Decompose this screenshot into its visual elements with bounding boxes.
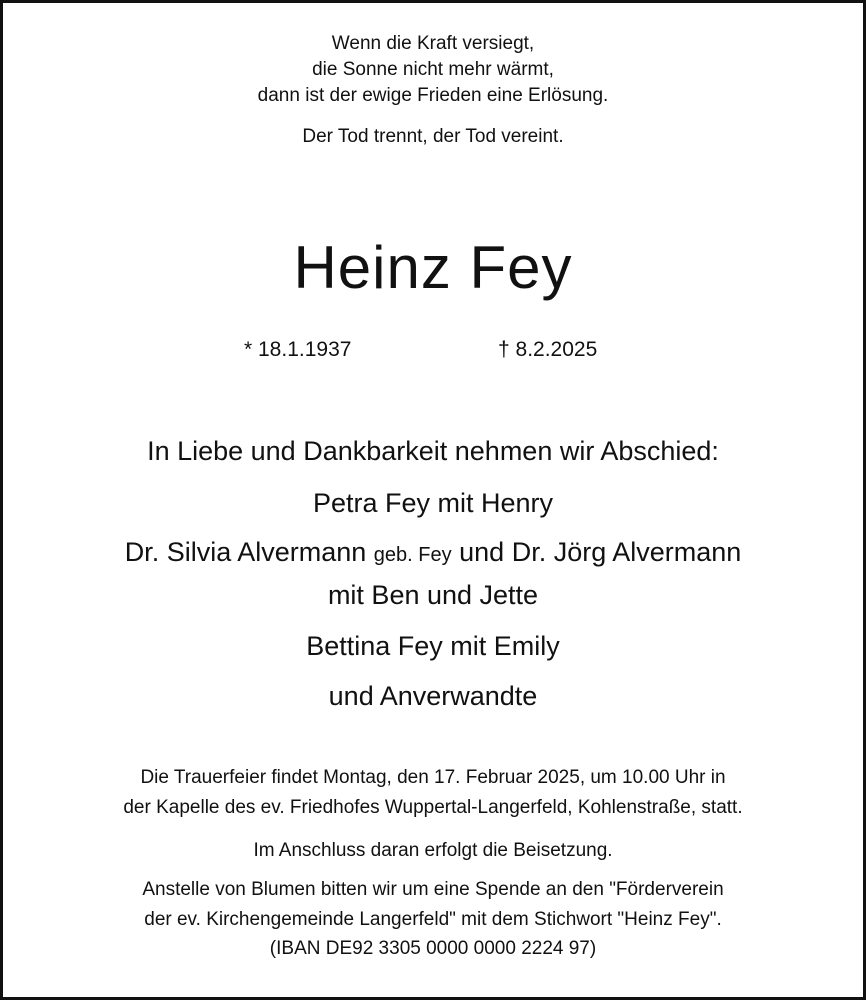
mourner-line: mit Ben und Jette (327, 580, 539, 610)
mourner-name: und Dr. Jörg Alvermann (459, 537, 742, 567)
donation-info: Anstelle von Blumen bitten wir um eine Spende an den "Förderverein (142, 879, 724, 900)
mourner-line: und Anverwandte (328, 681, 538, 711)
mourner-line (0, 537, 866, 568)
poem-line: Wenn die Kraft versiegt, (331, 33, 535, 54)
maiden-name: geb. Fey (373, 544, 452, 566)
death-date: † 8.2.2025 (498, 338, 598, 361)
mourners-intro: In Liebe und Dankbarkeit nehmen wir Abschied: (147, 436, 719, 466)
donation-info: der ev. Kirchengemeinde Langerfeld" mit dem Stichwort "Heinz Fey". (144, 909, 722, 930)
poem-closing: Der Tod trennt, der Tod vereint. (302, 126, 564, 147)
iban: (IBAN DE92 3305 0000 0000 2224 97) (269, 938, 597, 959)
poem-line: die Sonne nicht mehr wärmt, (312, 59, 554, 80)
birth-date: * 18.1.1937 (244, 338, 352, 361)
deceased-name: Heinz Fey (293, 234, 573, 301)
mourner-name: Dr. Silvia Alvermann (124, 537, 367, 567)
mourner-line: Bettina Fey mit Emily (306, 631, 560, 661)
mourner-line: Petra Fey mit Henry (312, 488, 554, 518)
poem-line: dann ist der ewige Frieden eine Erlösung. (257, 85, 609, 106)
ceremony-info: der Kapelle des ev. Friedhofes Wuppertal-Langerfeld, Kohlenstraße, statt. (123, 797, 743, 818)
burial-info: Im Anschluss daran erfolgt die Beisetzung. (253, 840, 613, 861)
ceremony-info: Die Trauerfeier findet Montag, den 17. Februar 2025, um 10.00 Uhr in (140, 767, 726, 788)
